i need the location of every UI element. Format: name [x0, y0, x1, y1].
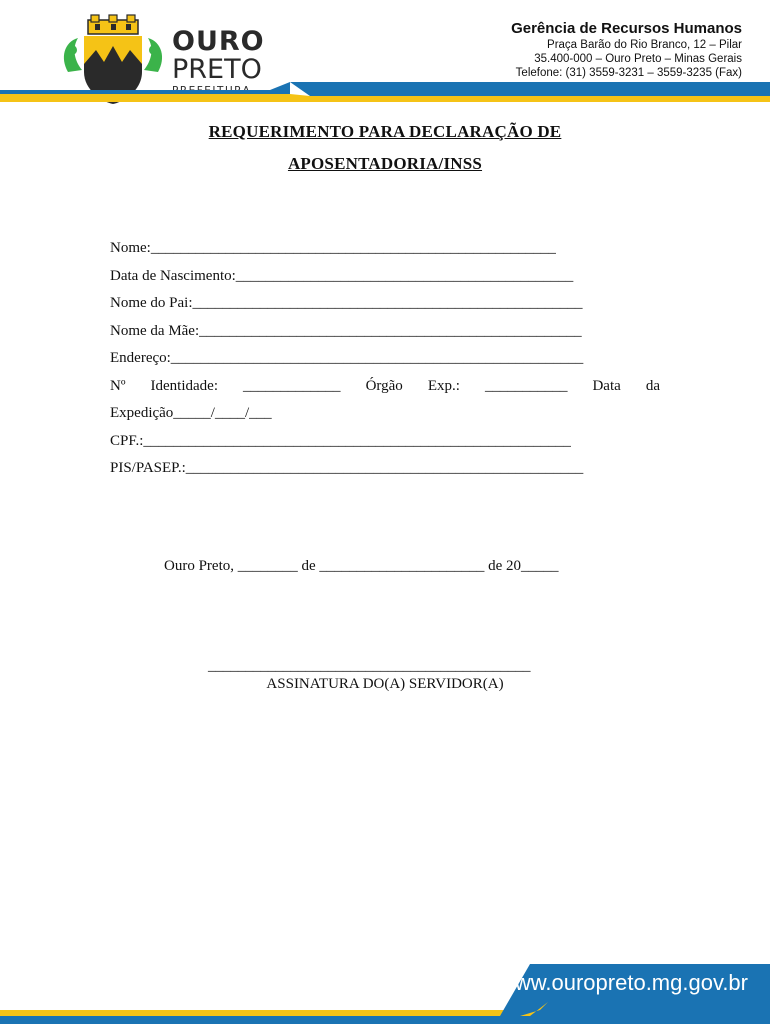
identidade-blank[interactable]: _____________	[243, 377, 341, 394]
address-line-2: 35.400-000 – Ouro Preto – Minas Gerais	[534, 53, 742, 65]
place-date-line[interactable]: Ouro Preto, ________ de ______________________ de 20_____	[164, 558, 559, 574]
field-data-nascimento[interactable]: Data de Nascimento:_____________________________________________	[110, 267, 574, 284]
field-nome-mae[interactable]: Nome da Mãe:___________________________________________________	[110, 322, 582, 339]
document-title-line-1: REQUERIMENTO PARA DECLARAÇÃO DE	[208, 122, 562, 141]
phone-line: Telefone: (31) 3559-3231 – 3559-3235 (Fax)	[515, 67, 742, 79]
field-nome-pai[interactable]: Nome do Pai:____________________________________________________	[110, 295, 583, 311]
da-word: da	[645, 377, 660, 394]
header-color-band	[0, 82, 770, 104]
brand-ouro: OURO	[172, 26, 265, 57]
field-endereco[interactable]: Endereço:_______________________________________________________	[110, 350, 584, 366]
document-title-line-2: APOSENTADORIA/INSS	[287, 154, 483, 173]
data-word: Data	[592, 377, 621, 394]
requirement-form	[110, 236, 660, 484]
orgao-label: Órgão	[365, 377, 403, 394]
orgao-exp-label: Exp.:	[427, 377, 460, 394]
contact-block	[511, 20, 742, 80]
website-url[interactable]: www.ouropreto.mg.gov.br	[498, 970, 748, 995]
field-cpf[interactable]: CPF.:_________________________________________________________	[110, 432, 571, 449]
department-title: Gerência de Recursos Humanos	[511, 20, 742, 37]
address-line-1: Praça Barão do Rio Branco, 12 – Pilar	[547, 39, 742, 51]
brand-preto: PRETO	[172, 54, 262, 85]
identidade-label: Nº	[110, 377, 126, 394]
signature-line[interactable]: ___________________________________________	[208, 658, 531, 674]
field-pis-pasep[interactable]: PIS/PASEP.:_____________________________________________________	[110, 460, 584, 476]
signature-label: ASSINATURA DO(A) SERVIDOR(A)	[266, 676, 504, 692]
field-expedicao[interactable]: Expedição_____/____/___	[110, 405, 272, 421]
field-nome[interactable]: Nome:______________________________________________________	[110, 240, 556, 256]
field-identidade-row[interactable]	[110, 374, 660, 402]
orgao-blank[interactable]: ___________	[484, 377, 568, 394]
identidade-word: Identidade:	[150, 377, 218, 394]
